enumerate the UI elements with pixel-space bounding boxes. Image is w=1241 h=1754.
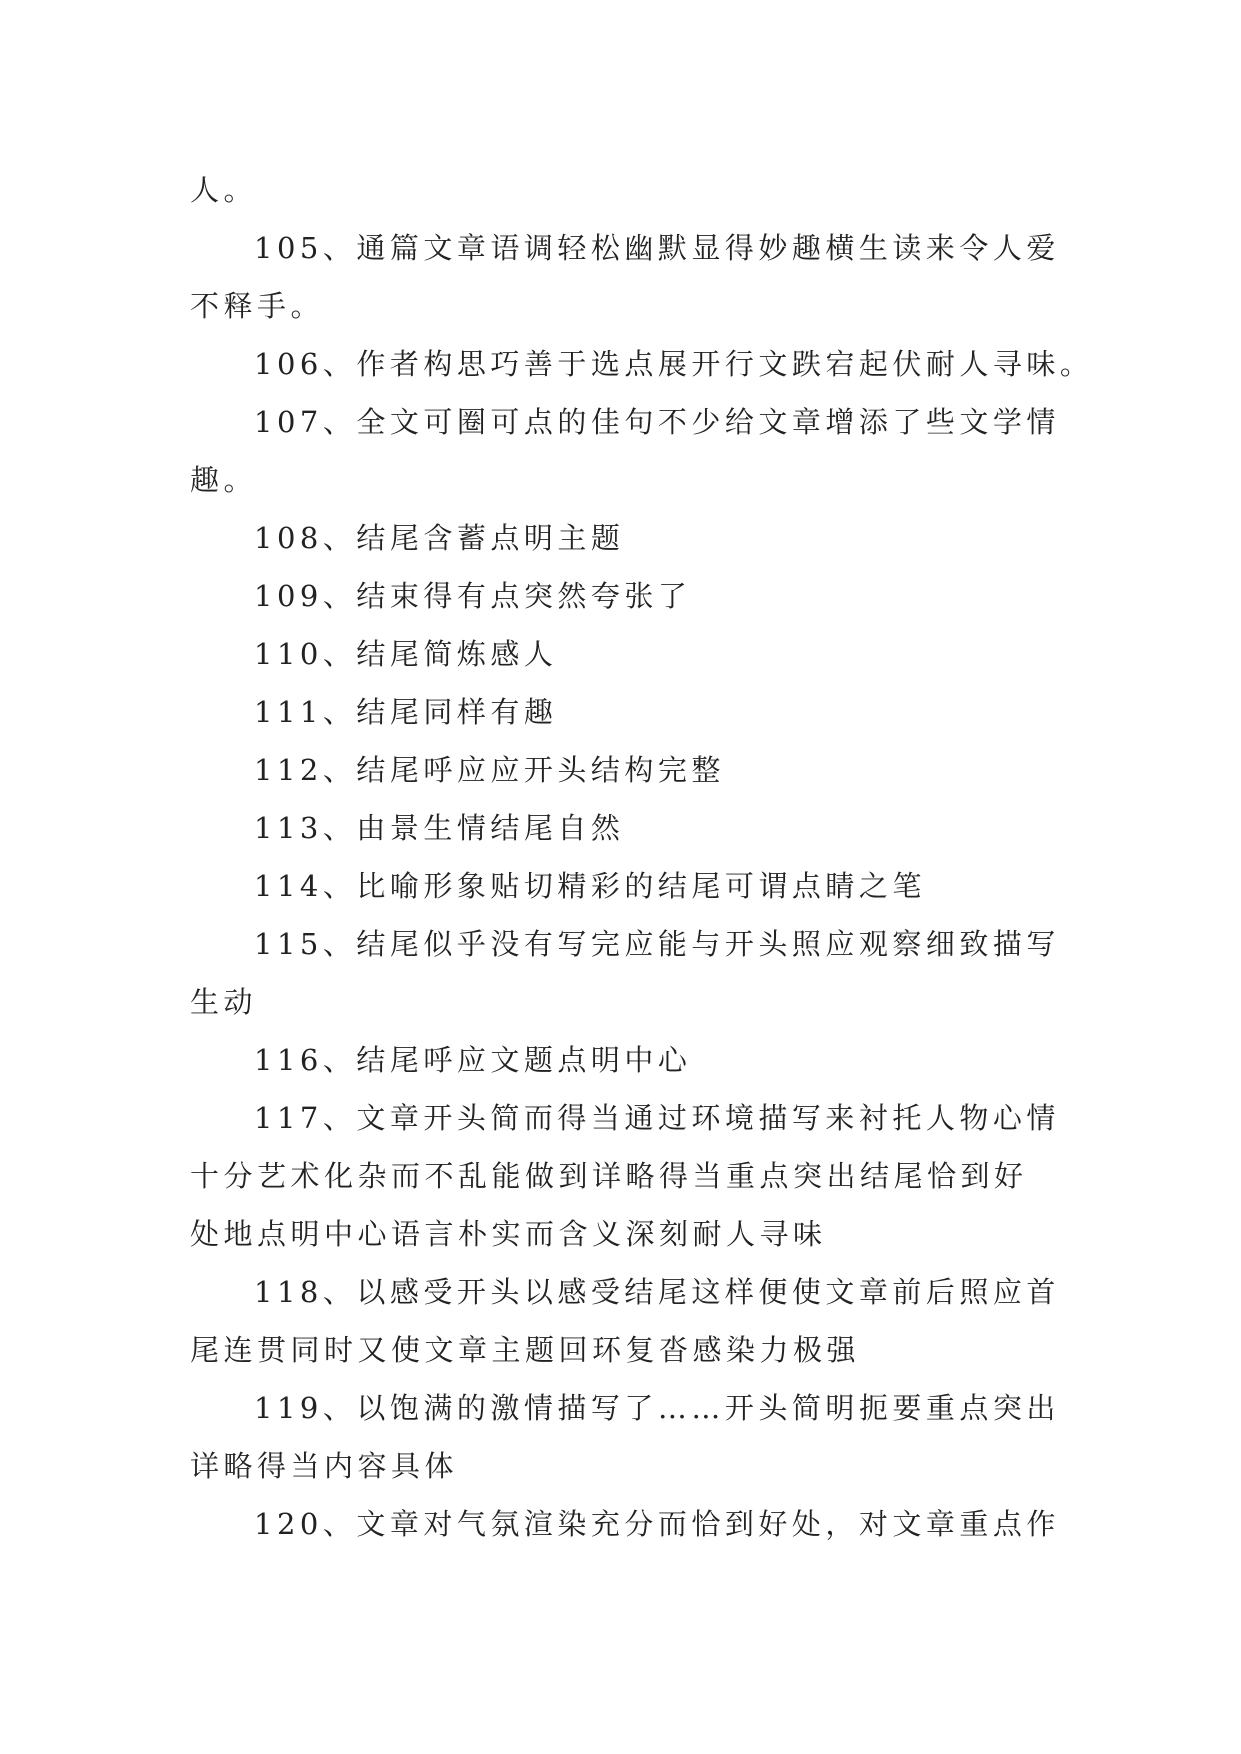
paragraph-start-line: 110、结尾简炼感人 (254, 637, 558, 671)
paragraph-start-line: 115、结尾似乎没有写完应能与开头照应观察细致描写 (254, 927, 1060, 961)
paragraph-start-line: 117、文章开头简而得当通过环境描写来衬托人物心情 (254, 1101, 1060, 1135)
paragraph-start-line: 118、以感受开头以感受结尾这样便使文章前后照应首 (254, 1275, 1060, 1309)
paragraph-start-line: 109、结束得有点突然夸张了 (254, 579, 692, 613)
paragraph-start-line: 113、由景生情结尾自然 (254, 811, 625, 845)
paragraph-start-line: 106、作者构思巧善于选点展开行文跌宕起伏耐人寻味。 (254, 347, 1094, 381)
document-body (190, 161, 1094, 1553)
paragraph-continuation-line: 十分艺术化杂而不乱能做到详略得当重点突出结尾恰到好 (190, 1159, 1028, 1193)
paragraph-continuation-line: 尾连贯同时又使文章主题回环复沓感染力极强 (190, 1333, 861, 1367)
paragraph-start-line: 111、结尾同样有趣 (254, 695, 558, 729)
paragraph-start-line: 108、结尾含蓄点明主题 (254, 521, 625, 555)
paragraph-continuation-line: 详略得当内容具体 (190, 1449, 459, 1483)
paragraph-start-line: 119、以饱满的激情描写了……开头简明扼要重点突出 (254, 1391, 1060, 1425)
paragraph-start-line: 114、比喻形象贴切精彩的结尾可谓点睛之笔 (254, 869, 926, 903)
paragraph-continuation-line: 处地点明中心语言朴实而含义深刻耐人寻味 (190, 1217, 827, 1251)
paragraph-start-line: 116、结尾呼应文题点明中心 (254, 1043, 692, 1077)
paragraph-continuation-line: 不释手。 (190, 289, 325, 323)
paragraph-start-line: 105、通篇文章语调轻松幽默显得妙趣横生读来令人爱 (254, 231, 1060, 265)
paragraph-start-line: 120、文章对气氛渲染充分而恰到好处，对文章重点作 (254, 1507, 1060, 1541)
paragraph-continuation-line: 趣。 (190, 463, 258, 497)
paragraph-start-line: 112、结尾呼应应开头结构完整 (254, 753, 725, 787)
paragraph-continuation-line: 人。 (190, 173, 258, 207)
paragraph-continuation-line: 生动 (190, 985, 258, 1019)
paragraph-start-line: 107、全文可圈可点的佳句不少给文章增添了些文学情 (254, 405, 1060, 439)
